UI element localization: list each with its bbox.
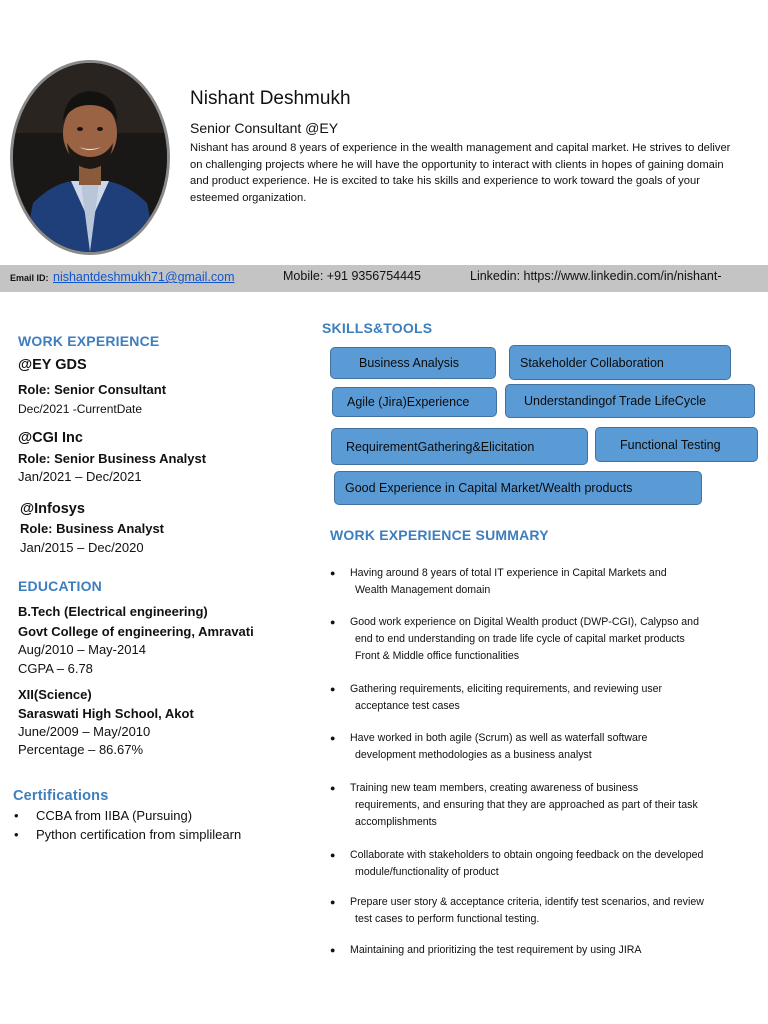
mobile-number: Mobile: +91 9356754445 <box>283 269 421 283</box>
education-dates: June/2009 – May/2010 <box>18 724 151 739</box>
list-item <box>330 942 750 959</box>
education-heading: EDUCATION <box>18 578 102 594</box>
summary-line: module/functionality of product <box>355 866 499 878</box>
summary-line: acceptance test cases <box>355 700 460 712</box>
certifications-heading: Certifications <box>13 788 109 804</box>
summary-line: development methodologies as a business analyst <box>355 749 592 761</box>
list-item <box>330 565 750 599</box>
summary-line: Front & Middle office functionalities <box>355 650 520 662</box>
email-label: Email ID: <box>10 273 49 283</box>
skill-chip: Good Experience in Capital Market/Wealth products <box>334 471 702 505</box>
summary-line: Prepare user story & acceptance criteria, identify test scenarios, and review <box>350 896 704 908</box>
list-item <box>330 894 750 928</box>
job-dates: Dec/2021 -CurrentDate <box>18 402 143 416</box>
job-dates: Jan/2015 – Dec/2020 <box>20 540 144 555</box>
summary-line: Have worked in both agile (Scrum) as well as waterfall software <box>350 732 648 744</box>
bullet-icon: ● <box>330 850 336 860</box>
list-item <box>330 847 750 881</box>
summary-line: Having around 8 years of total IT experience in Capital Markets and <box>350 567 667 579</box>
education-score: CGPA – 6.78 <box>18 661 93 676</box>
job-company: @Infosys <box>20 501 85 517</box>
education-school: Govt College of engineering, Amravati <box>18 624 254 639</box>
job-role: Role: Senior Business Analyst <box>18 451 207 466</box>
candidate-title: Senior Consultant @EY <box>190 120 339 136</box>
skill-chip: Business Analysis <box>330 347 496 379</box>
list-item <box>330 614 750 665</box>
job-role: Role: Senior Consultant <box>18 382 167 397</box>
profile-photo <box>10 60 170 255</box>
bullet-icon: ● <box>330 684 336 694</box>
job-role: Role: Business Analyst <box>20 521 165 536</box>
summary-line: Collaborate with stakeholders to obtain ongoing feedback on the developed <box>350 849 704 861</box>
job-dates: Jan/2021 – Dec/2021 <box>18 469 142 484</box>
job-company: @CGI Inc <box>18 430 83 446</box>
skill-chip: Understandingof Trade LifeCycle <box>505 384 755 418</box>
summary-line: Good work experience on Digital Wealth product (DWP-CGI), Calypso and <box>350 616 699 628</box>
summary-line: test cases to perform functional testing. <box>355 913 540 925</box>
list-item <box>330 780 750 831</box>
summary-line: end to end understanding on trade life cycle of capital market products <box>355 633 685 645</box>
linkedin-url[interactable]: Linkedin: https://www.linkedin.com/in/nishant- <box>470 269 722 283</box>
candidate-name: Nishant Deshmukh <box>190 88 351 109</box>
skill-chip: Functional Testing <box>595 427 758 462</box>
bullet-icon: ● <box>330 568 336 578</box>
job-company: @EY GDS <box>18 357 87 373</box>
education-degree: B.Tech (Electrical engineering) <box>18 604 208 619</box>
summary-heading: WORK EXPERIENCE SUMMARY <box>330 527 549 543</box>
education-dates: Aug/2010 – May-2014 <box>18 642 146 657</box>
skill-chip: Agile (Jira)Experience <box>332 387 497 417</box>
bullet-icon: ● <box>330 783 336 793</box>
summary-line: Wealth Management domain <box>355 584 491 596</box>
bullet-icon: ● <box>330 897 336 907</box>
summary-line: accomplishments <box>355 816 437 828</box>
education-degree: XII(Science) <box>18 687 92 702</box>
list-item: • Python certification from simplilearn <box>14 825 241 844</box>
bullet-icon: ● <box>330 617 336 627</box>
skill-chip: RequirementGathering&Elicitation <box>331 428 588 465</box>
about-paragraph: Nishant has around 8 years of experience in the wealth management and capital market. He strives to deliver on challenging projects where he will have the opportunity to interact with clients in hopes of gaining domain and product experience. He is excited to take his skills and experience to work toward the goals of your esteemed organization. <box>190 142 731 204</box>
skill-chip: Stakeholder Collaboration <box>509 345 731 380</box>
summary-line: requirements, and ensuring that they are approached as part of their task <box>355 799 698 811</box>
list-item <box>330 681 750 715</box>
list-item <box>330 730 750 764</box>
summary-line: Training new team members, creating awareness of business <box>350 782 639 794</box>
list-item: • CCBA from IIBA (Pursuing) <box>14 806 241 825</box>
email-link[interactable]: nishantdeshmukh71@gmail.com <box>53 270 235 284</box>
bullet-icon: ● <box>330 945 336 955</box>
certifications-list <box>14 806 241 844</box>
work-experience-heading: WORK EXPERIENCE <box>18 333 160 349</box>
summary-line: Maintaining and prioritizing the test requirement by using JIRA <box>350 944 642 956</box>
contact-bar <box>0 265 768 292</box>
education-score: Percentage – 86.67% <box>18 742 144 757</box>
summary-line: Gathering requirements, eliciting requirements, and reviewing user <box>350 683 663 695</box>
bullet-icon: ● <box>330 733 336 743</box>
skills-heading: SKILLS&TOOLS <box>322 320 433 336</box>
education-school: Saraswati High School, Akot <box>18 706 194 721</box>
